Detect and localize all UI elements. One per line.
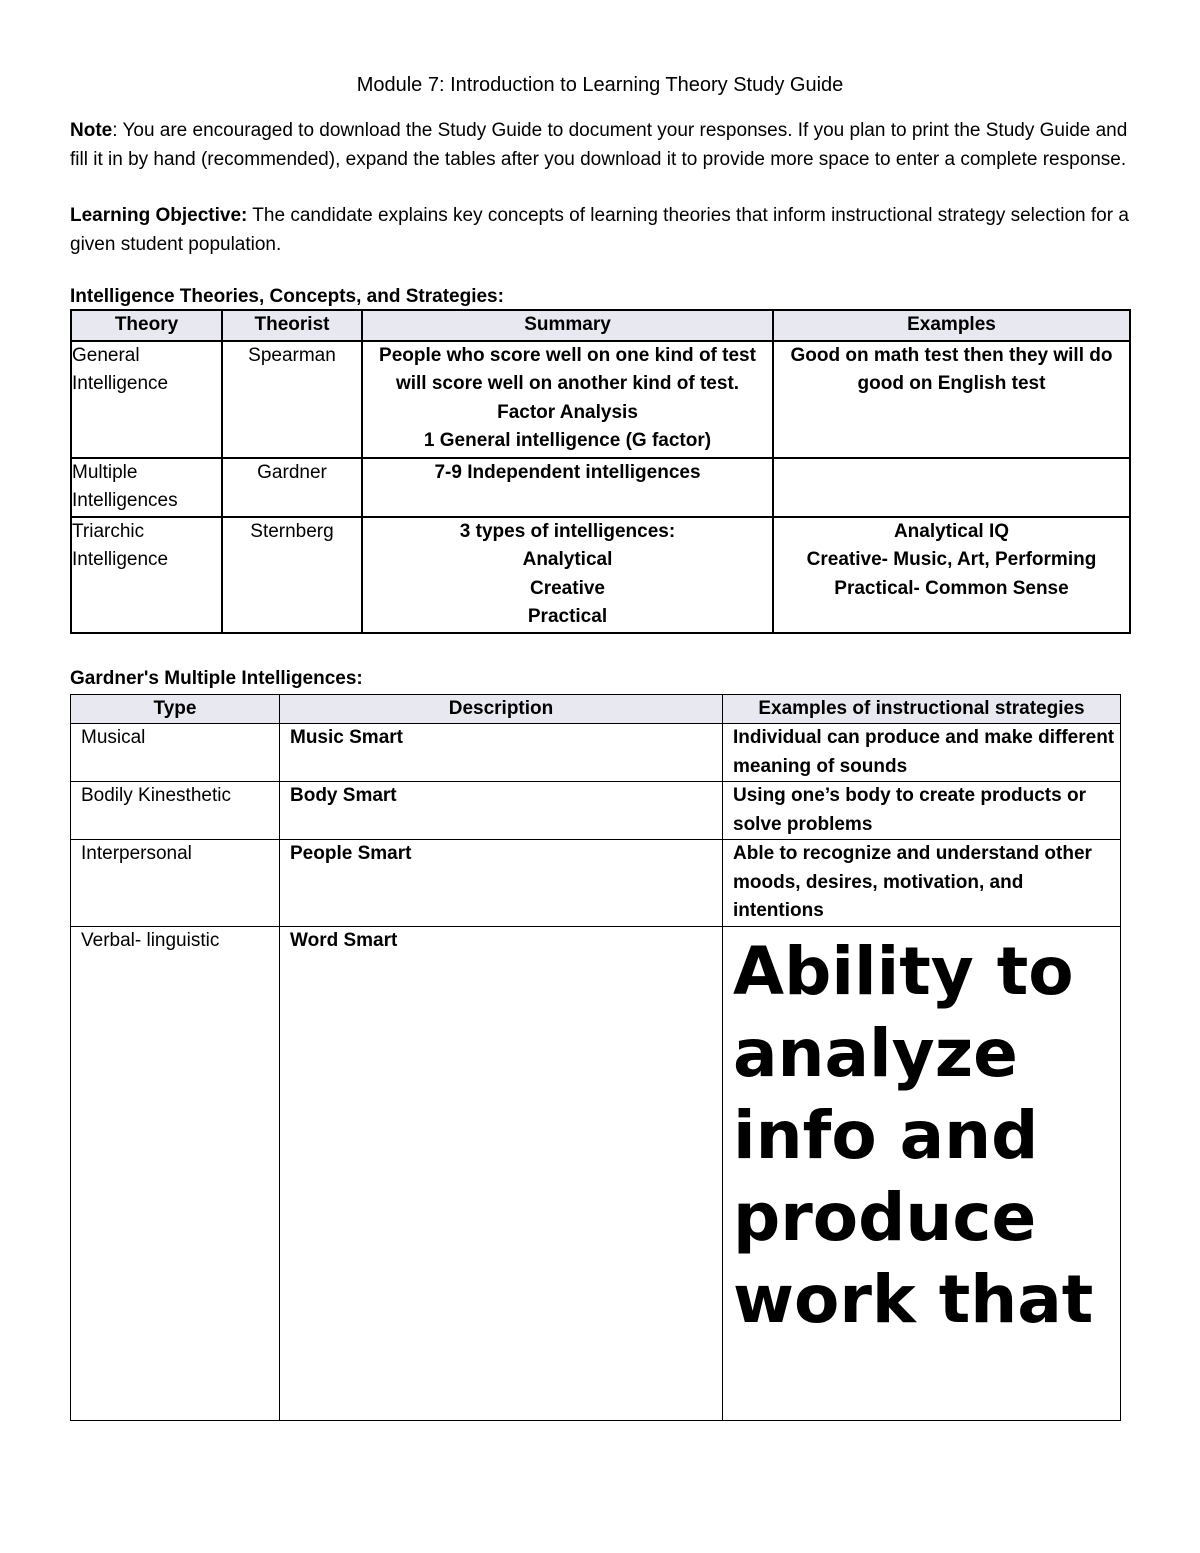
- table-row: [71, 341, 1130, 458]
- summary-line: 1 General intelligence (G factor): [423, 430, 712, 451]
- column-header-theorist: Theorist: [222, 310, 362, 341]
- examples-line: Creative- Music, Art, Performing: [806, 549, 1097, 570]
- examples-cell: [773, 517, 1130, 633]
- theorist-cell: Spearman: [222, 341, 362, 458]
- gardner-intelligences-table: [70, 694, 1121, 1422]
- intelligence-theories-table: [70, 309, 1131, 634]
- column-header-type: Type: [71, 694, 280, 724]
- table-row: [71, 927, 1121, 1421]
- objective-label: Learning Objective:: [70, 205, 248, 226]
- examples-line: Practical- Common Sense: [834, 577, 1069, 599]
- intelligence-table-heading: Intelligence Theories, Concepts, and Strategies:: [70, 286, 504, 307]
- description-cell: Music Smart: [280, 724, 723, 782]
- type-cell: Bodily Kinesthetic: [71, 782, 280, 840]
- examples-line: Good on math test then they will do good on English test: [790, 344, 1113, 394]
- summary-cell: [362, 341, 773, 458]
- summary-line: People who score well on one kind of test will score well on another kind of test.: [379, 344, 756, 394]
- theorist-cell: Sternberg: [222, 517, 362, 633]
- column-header-strategies: Examples of instructional strategies: [723, 694, 1121, 724]
- note-text: : You are encouraged to download the Study Guide to document your responses. If you plan to print the Study Guide and fill it in by hand (recommended), expand the tables after you download it to provide more space to enter a complete response.: [70, 120, 1128, 170]
- summary-cell: [362, 458, 773, 517]
- type-cell: Interpersonal: [71, 840, 280, 927]
- objective-paragraph: [70, 201, 1130, 259]
- summary-line: 7-9 Independent intelligences: [434, 461, 701, 483]
- summary-line: Creative: [530, 577, 605, 599]
- note-label: Note: [70, 120, 113, 141]
- table-row: [71, 724, 1121, 782]
- column-header-summary: Summary: [362, 310, 773, 341]
- strategy-cell: Able to recognize and understand other moods, desires, motivation, and intentions: [723, 840, 1121, 927]
- table-row: [71, 840, 1121, 927]
- description-cell: Body Smart: [280, 782, 723, 840]
- strategy-cell: Using one’s body to create products or solve problems: [723, 782, 1121, 840]
- examples-line: Analytical IQ: [893, 520, 1010, 542]
- examples-cell: [773, 341, 1130, 458]
- strategy-cell-large: Ability to analyze info and produce work that: [723, 927, 1121, 1421]
- column-header-examples: Examples: [773, 310, 1130, 341]
- strategy-cell: Individual can produce and make different meaning of sounds: [723, 724, 1121, 782]
- table-header-row: [71, 310, 1130, 341]
- theory-cell: Triarchic Intelligence: [71, 517, 222, 633]
- description-cell: Word Smart: [280, 927, 723, 1421]
- summary-line: Analytical: [522, 549, 613, 570]
- type-cell: Musical: [71, 724, 280, 782]
- column-header-description: Description: [280, 694, 723, 724]
- document-title: Module 7: Introduction to Learning Theory Study Guide: [356, 74, 844, 96]
- summary-line: Practical: [527, 606, 608, 627]
- document-page: [70, 70, 1130, 1421]
- summary-line: 3 types of intelligences:: [459, 520, 676, 542]
- table-row: [71, 458, 1130, 517]
- theory-cell: General Intelligence: [71, 341, 222, 458]
- theorist-cell: Gardner: [222, 458, 362, 517]
- table-header-row: [71, 694, 1121, 724]
- gardner-table-heading: Gardner's Multiple Intelligences:: [70, 667, 363, 689]
- theory-cell: Multiple Intelligences: [71, 458, 222, 517]
- examples-cell: [773, 458, 1130, 517]
- summary-line: Factor Analysis: [497, 401, 638, 423]
- note-paragraph: [70, 116, 1130, 174]
- objective-text: The candidate explains key concepts of learning theories that inform instructional strategy selection for a given student population.: [70, 205, 1129, 255]
- table-row: [71, 517, 1130, 633]
- column-header-theory: Theory: [71, 310, 222, 341]
- description-cell: People Smart: [280, 840, 723, 927]
- table-row: [71, 782, 1121, 840]
- type-cell: Verbal- linguistic: [71, 927, 280, 1421]
- summary-cell: [362, 517, 773, 633]
